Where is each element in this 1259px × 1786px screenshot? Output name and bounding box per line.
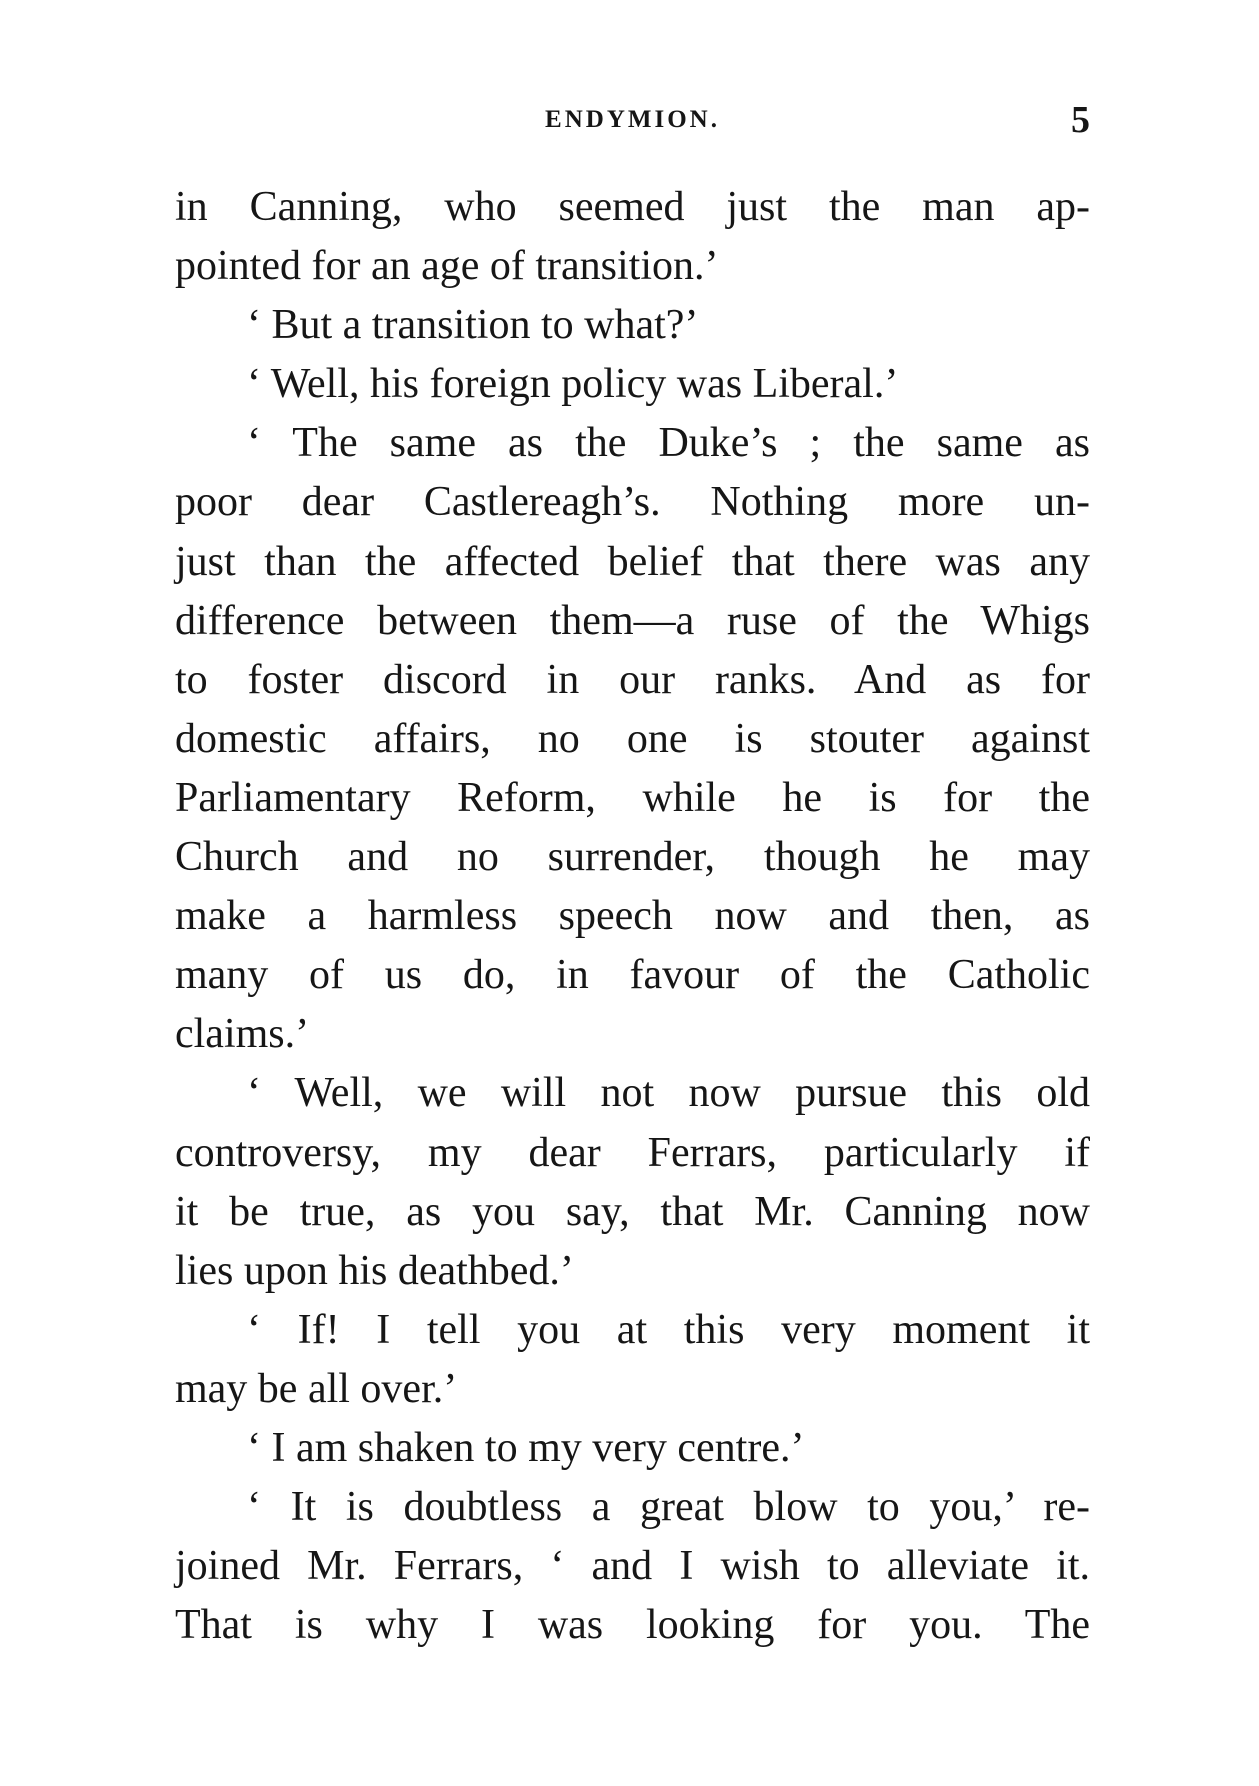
text-line: ‘ It is doubtless a great blow to you,’ re- (247, 1484, 1090, 1531)
text-line: pointed for an age of transition.’ (175, 243, 719, 290)
text-line: joined Mr. Ferrars, ‘ and I wish to alleviate it. (175, 1543, 1090, 1590)
text-line: Church and no surrender, though he may (175, 834, 1090, 881)
text-line: claims.’ (175, 1011, 310, 1058)
text-line: poor dear Castlereagh’s. Nothing more un- (175, 479, 1090, 526)
text-line: domestic affairs, no one is stouter against (175, 715, 1090, 762)
running-title: ENDYMION. (545, 106, 720, 133)
text-line: make a harmless speech now and then, as (175, 893, 1090, 940)
text-line: ‘ I am shaken to my very centre.’ (247, 1424, 805, 1471)
running-head (175, 98, 1090, 148)
text-line: difference between them—a ruse of the Whigs (175, 597, 1090, 644)
text-line: in Canning, who seemed just the man ap- (175, 184, 1090, 230)
text-line: ‘ If! I tell you at this very moment it (247, 1306, 1090, 1353)
text-line: ‘ But a transition to what?’ (247, 302, 699, 349)
page-number: 5 (1071, 99, 1090, 141)
text-line: just than the affected belief that there was any (175, 538, 1090, 585)
text-line: ‘ The same as the Duke’s ; the same as (247, 420, 1090, 467)
text-line: many of us do, in favour of the Catholic (175, 952, 1090, 999)
text-line: ‘ Well, we will not now pursue this old (247, 1070, 1090, 1117)
text-line: Parliamentary Reform, while he is for the (175, 774, 1090, 821)
text-line: to foster discord in our ranks. And as for (175, 656, 1090, 703)
text-line: lies upon his deathbed.’ (175, 1247, 574, 1294)
text-line: controversy, my dear Ferrars, particularly if (175, 1129, 1090, 1176)
text-line: ‘ Well, his foreign policy was Liberal.’ (247, 361, 899, 408)
body-text (175, 178, 1090, 1655)
text-line: That is why I was looking for you. The (175, 1602, 1090, 1649)
text-line: it be true, as you say, that Mr. Canning now (175, 1188, 1090, 1235)
text-line: may be all over.’ (175, 1365, 458, 1412)
